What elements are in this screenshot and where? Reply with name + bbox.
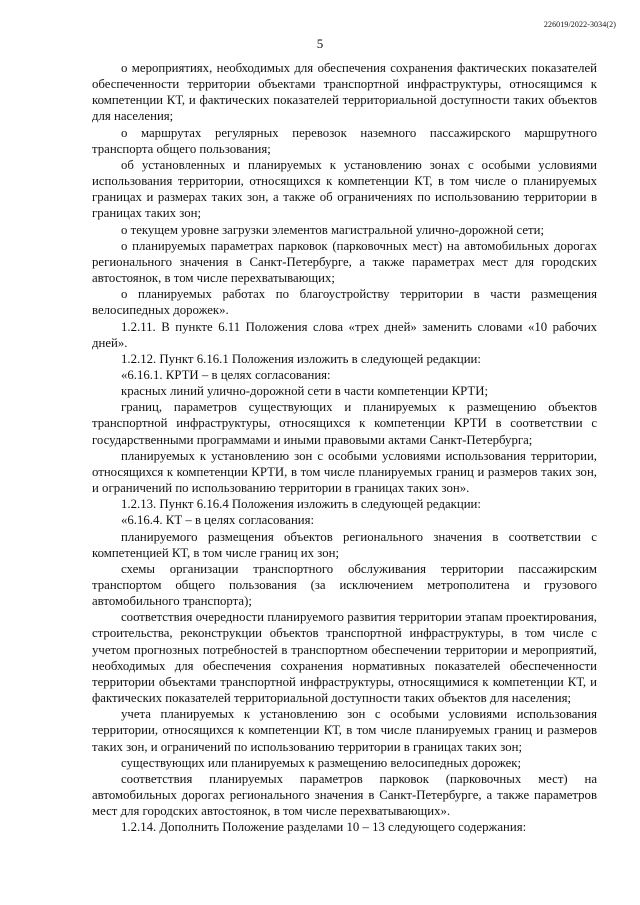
paragraph: границ, параметров существующих и планируемых к размещению объектов транспортной инфраструктуры, относящихся к компетенции КРТИ в соответствии с государственными программами и иными правовыми актами Санкт-Петербурга; xyxy=(92,400,597,447)
paragraph: планируемых к установлению зон с особыми условиями использования территории, относящихся к компетенции КРТИ, в том числе планируемых границ и размеров таких зон, и ограничений по использованию территории в границах таких зон». xyxy=(92,448,597,496)
paragraph: о планируемых параметрах парковок (парковочных мест) на автомобильных дорогах регионального значения в Санкт-Петербурге, а также параметрах мест для городских автостоянок, в том числе перехватывающих; xyxy=(92,238,597,286)
document-body xyxy=(92,60,597,836)
paragraph: существующих или планируемых к размещению велосипедных дорожек; xyxy=(121,755,522,770)
paragraph: планируемого размещения объектов регионального значения в соответствии с компетенцией КТ, в том числе границ их зон; xyxy=(92,529,597,560)
paragraph: «6.16.1. КРТИ – в целях согласования: xyxy=(121,367,331,382)
paragraph: об установленных и планируемых к установлению зонах с особыми условиями использования территории, относящихся к компетенции КТ, в том числе о планируемых границах и размерах таких зон, а также об ограничениях по использованию территории в границах таких зон; xyxy=(92,157,597,221)
paragraph: 1.2.14. Дополнить Положение разделами 10 – 13 следующего содержания: xyxy=(121,820,527,835)
paragraph: учета планируемых к установлению зон с особыми условиями использования территории, относящихся к компетенции КТ, в том числе планируемых границ и размеров таких зон, и ограничений по использованию территории в границах таких зон; xyxy=(92,707,597,754)
paragraph: 1.2.11. В пункте 6.11 Положения слова «трех дней» заменить словами «10 рабочих дней». xyxy=(92,319,597,350)
paragraph: о планируемых работах по благоустройству территории в части размещения велосипедных дорожек». xyxy=(92,287,597,318)
paragraph: о текущем уровне загрузки элементов магистральной улично-дорожной сети; xyxy=(121,222,545,237)
paragraph: 1.2.13. Пункт 6.16.4 Положения изложить в следующей редакции: xyxy=(121,497,481,512)
paragraph: 1.2.12. Пункт 6.16.1 Положения изложить в следующей редакции: xyxy=(121,351,481,366)
paragraph: о мероприятиях, необходимых для обеспечения сохранения фактических показателей обеспеченности территории объектами транспортной инфраструктуры, относящимся к компетенции КТ, и фактических показателей территориальной доступности таких объектов для населения; xyxy=(92,61,597,124)
paragraph: соответствия очередности планируемого развития территории этапам проектирования, строительства, реконструкции объектов транспортной инфраструктуры, в том числе с учетом прогнозных потребностей в транспортном обеспечении территории и мероприятий, необходимых для обеспечения сохранения нормативных показателей обеспеченности территории объектами транспортной инфраструктуры, относящимися к компетенции КТ, и фактических показателей территориальной доступности таких объектов для населения; xyxy=(92,610,597,706)
paragraph: красных линий улично-дорожной сети в части компетенции КРТИ; xyxy=(121,384,489,399)
paragraph: о маршрутах регулярных перевозок наземного пассажирского маршрутного транспорта общего пользования; xyxy=(92,125,597,156)
document-id: 226019/2022-3034(2) xyxy=(543,20,616,29)
paragraph: соответствия планируемых параметров парковок (парковочных мест) на автомобильных дорогах регионального значения в Санкт-Петербурге, а также параметров мест для городских автостоянок, в том числе перехватывающих». xyxy=(92,771,597,819)
page-number: 5 xyxy=(316,36,324,51)
paragraph: схемы организации транспортного обслуживания территории пассажирским транспортом общего пользования (за исключением метрополитена и грузового автомобильного транспорта); xyxy=(92,561,597,609)
paragraph: «6.16.4. КТ – в целях согласования: xyxy=(121,513,315,528)
